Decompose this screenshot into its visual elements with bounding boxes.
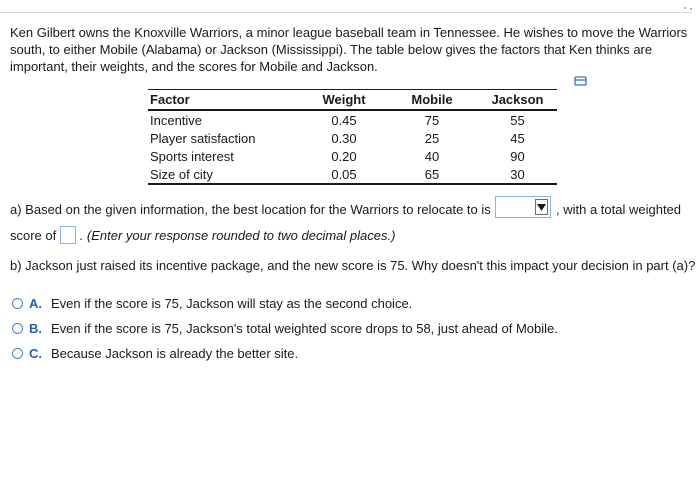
factor-cell: Sports interest: [150, 148, 234, 164]
score-lead: score of: [10, 227, 57, 243]
header-mobile: Mobile: [386, 90, 478, 111]
jackson-cell: 30: [478, 165, 557, 184]
weight-cell: 0.05: [302, 165, 386, 184]
question-b-text: b) Jackson just raised its incentive package, and the new score is 75. Why doesn't this impact your decision in part (a)?: [10, 258, 696, 273]
mobile-cell: 25: [424, 130, 440, 146]
option-a-letter: A.: [29, 296, 42, 311]
copy-table-icon[interactable]: [574, 76, 587, 87]
header-weight: Weight: [302, 90, 386, 111]
top-divider: [0, 12, 692, 13]
location-select[interactable]: [495, 196, 551, 218]
question-a-text: a) Based on the given information, the best location for the Warriors to relocate to is: [10, 202, 491, 217]
jackson-cell: 90: [510, 148, 525, 164]
factor-cell: Player satisfaction: [150, 130, 256, 146]
option-b-radio[interactable]: [12, 323, 23, 334]
rounding-hint: (Enter your response rounded to two decimal places.): [86, 227, 396, 243]
option-b-text: Even if the score is 75, Jackson's total weighted score drops to 58, just ahead of Mobile.: [51, 321, 558, 336]
weight-cell: 0.30: [331, 130, 357, 146]
header-factor: Factor: [148, 90, 302, 111]
table-row: [148, 129, 557, 147]
weighted-score-input[interactable]: [60, 226, 76, 244]
table-row: [148, 165, 557, 184]
option-a-text: Even if the score is 75, Jackson will stay as the second choice.: [51, 296, 413, 311]
problem-statement: Ken Gilbert owns the Knoxville Warriors, a minor league baseball team in Tennessee. He wishes to move the Warriors south, to either Mobile (Alabama) or Jackson (Mississippi). The table below gives the factors that Ken thinks are important, their weights, and the scores for Mobile and Jackson.: [10, 25, 688, 74]
jackson-cell: 55: [510, 112, 525, 128]
mobile-cell: 75: [424, 112, 440, 128]
dropdown-arrow-icon[interactable]: [535, 199, 548, 215]
question-a-tail: , with a total weighted: [556, 202, 682, 217]
option-c-text: Because Jackson is already the better site.: [51, 346, 299, 361]
factor-cell: Size of city: [148, 165, 302, 184]
option-b-letter: B.: [29, 321, 42, 336]
weight-cell: 0.20: [331, 148, 357, 164]
table-row: [148, 147, 557, 165]
mobile-cell: 40: [424, 148, 440, 164]
option-c-radio[interactable]: [12, 348, 23, 359]
factor-table: [148, 89, 557, 185]
factor-cell: Incentive: [150, 112, 203, 128]
corner-dots-icon: [682, 0, 694, 10]
score-line: [10, 226, 395, 244]
table-row: [148, 110, 557, 129]
option-c-letter: C.: [29, 346, 42, 361]
option-b[interactable]: [12, 321, 558, 336]
option-a-radio[interactable]: [12, 298, 23, 309]
score-period: .: [79, 227, 83, 243]
weight-cell: 0.45: [331, 112, 357, 128]
option-c[interactable]: [12, 346, 298, 361]
mobile-cell: 65: [386, 165, 478, 184]
header-jackson: Jackson: [478, 90, 557, 111]
jackson-cell: 45: [510, 130, 525, 146]
table-header-row: [148, 90, 557, 111]
option-a[interactable]: [12, 296, 412, 311]
